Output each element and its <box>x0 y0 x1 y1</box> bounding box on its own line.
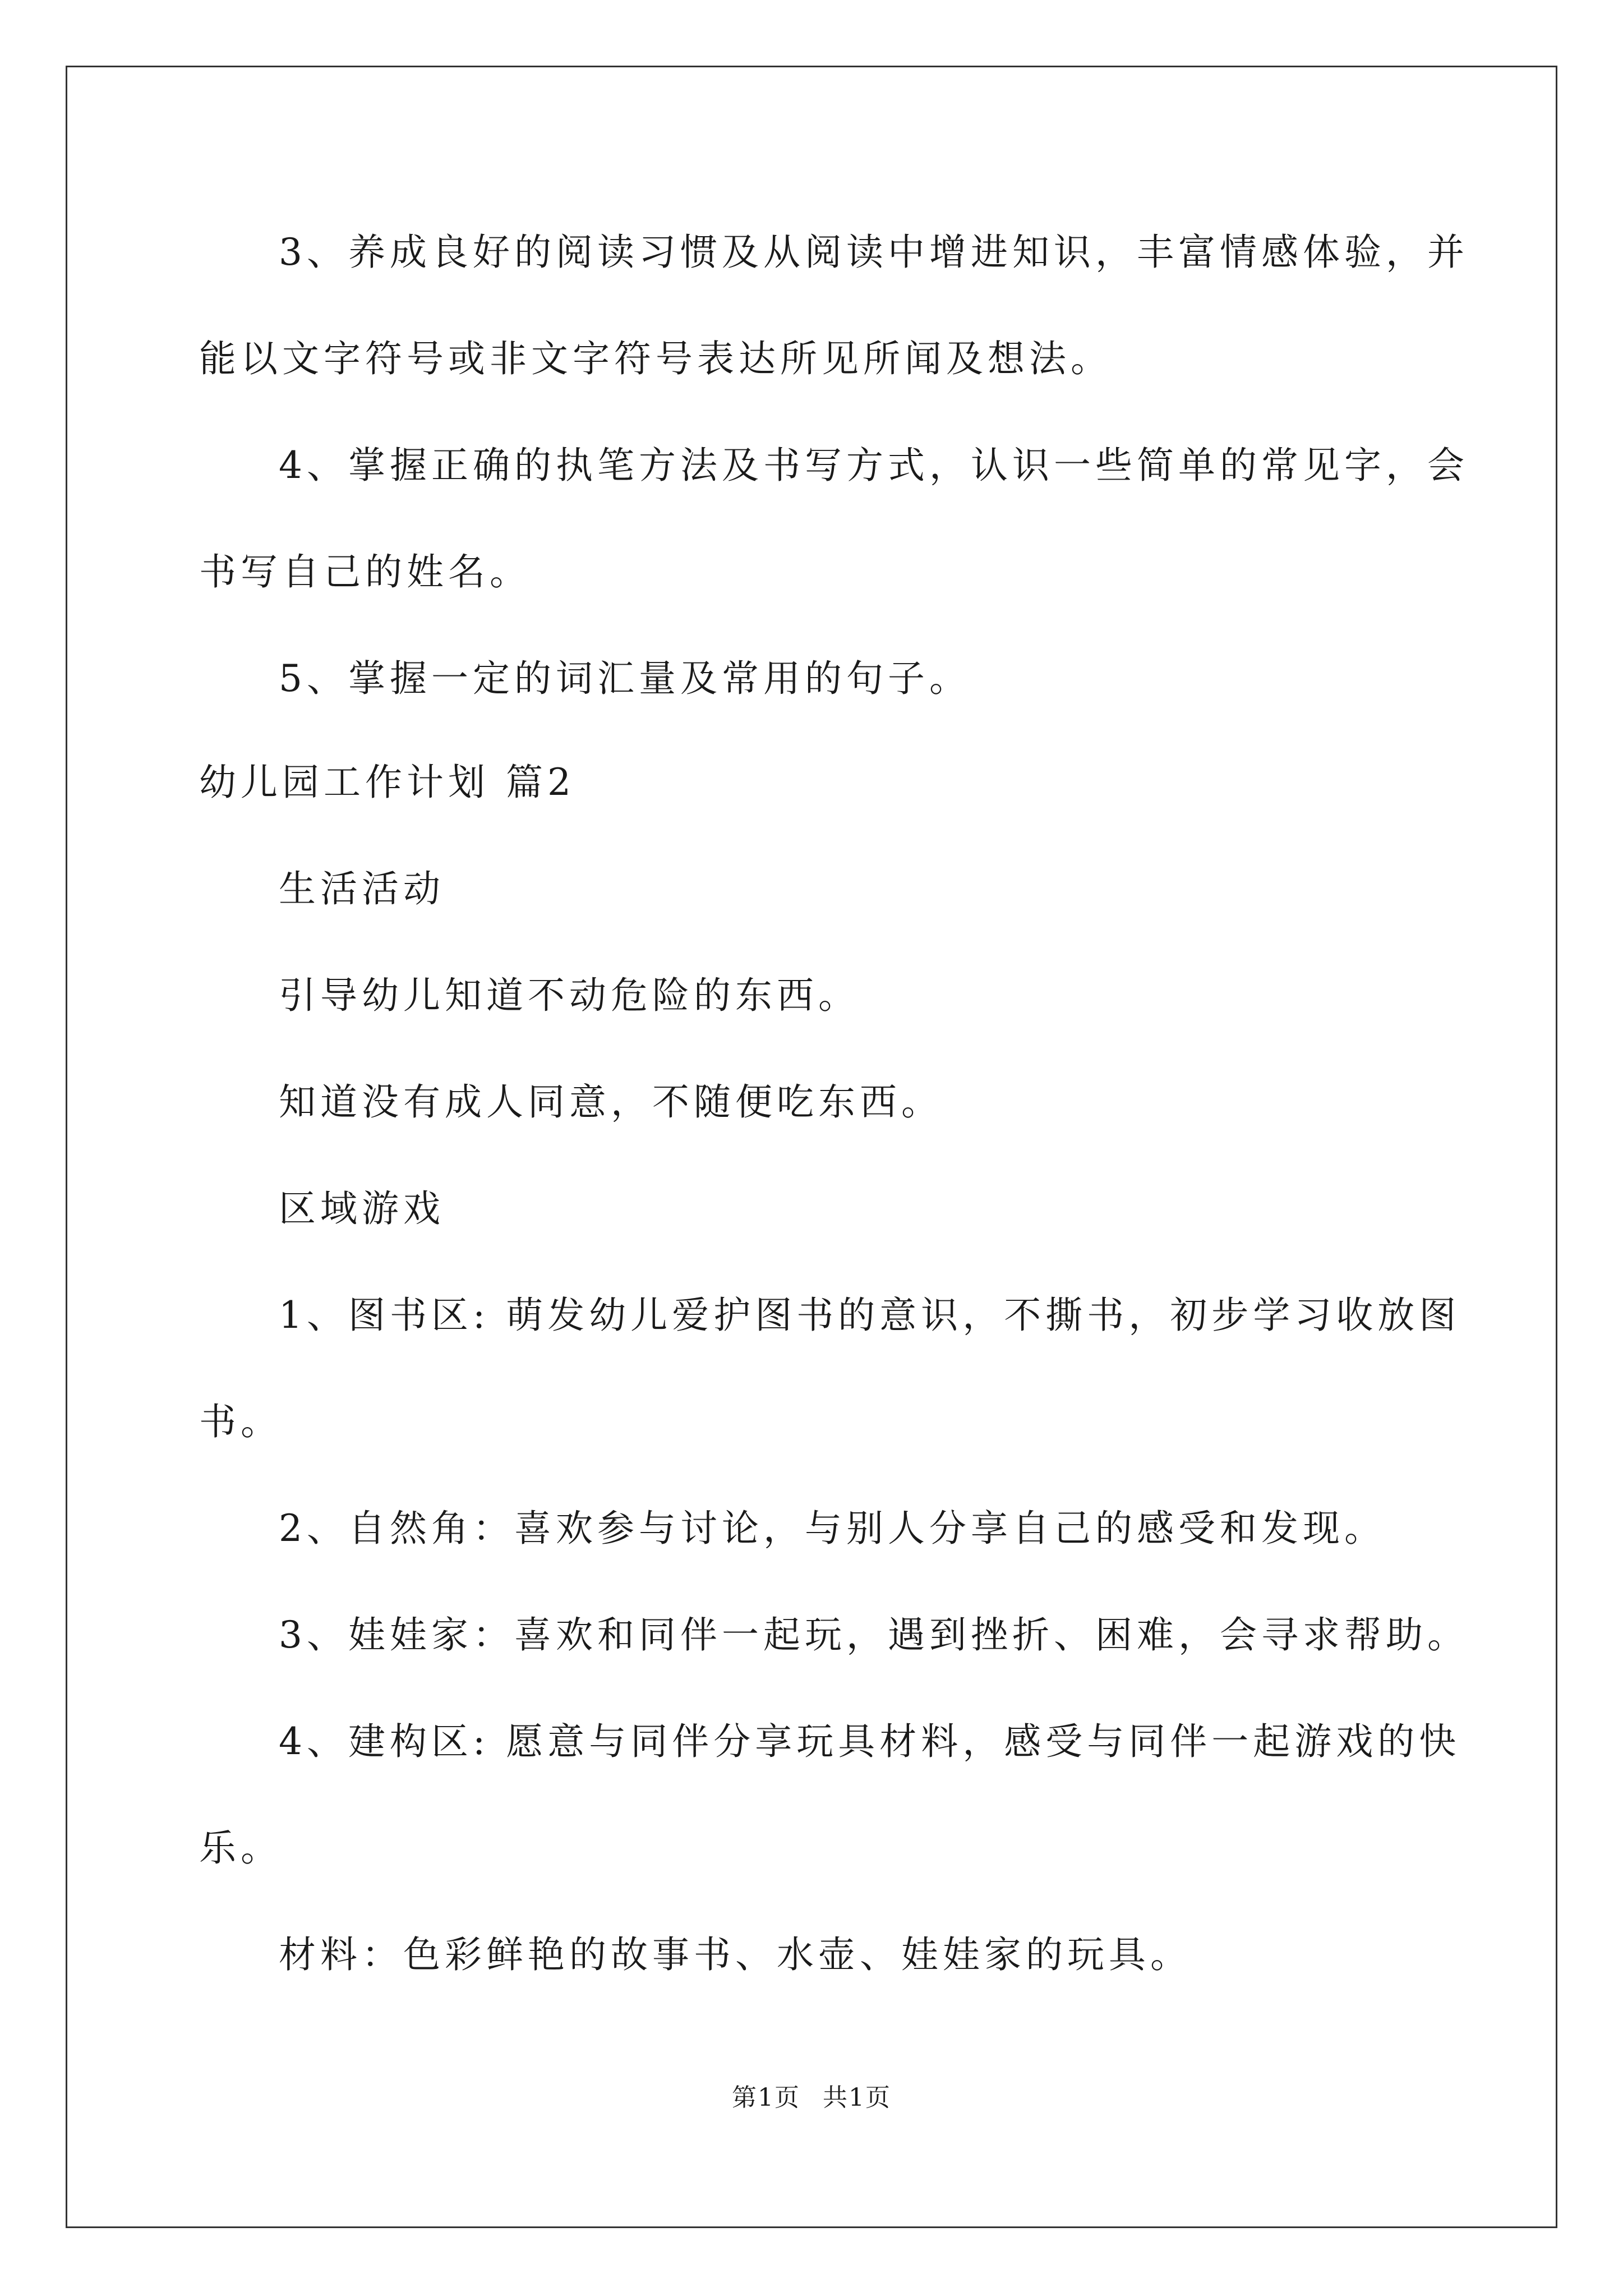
page-footer <box>0 2081 1623 2115</box>
area-item-1-line-1: 1、图书区: 萌发幼儿爱护图书的意识，不撕书，初步学习收放图 <box>279 1294 1461 1337</box>
paragraph-4-line-2: 书写自己的姓名。 <box>199 550 531 593</box>
page-number: 第1页 <box>732 2083 800 2112</box>
paragraph-3-line-1: 3、养成良好的阅读习惯及从阅读中增进知识，丰富情感体验，并 <box>279 231 1469 274</box>
materials-line: 材料：色彩鲜艳的故事书、水壶、娃娃家的玩具。 <box>279 1933 1192 1976</box>
paragraph-5: 5、掌握一定的词汇量及常用的句子。 <box>279 657 971 700</box>
paragraph-life-1: 引导幼儿知道不动危险的东西。 <box>279 974 860 1017</box>
paragraph-3-line-2: 能以文字符号或非文字符号表达所见所闻及想法。 <box>199 337 1112 380</box>
section-heading: 幼儿园工作计划 篇2 <box>199 761 575 804</box>
area-item-2: 2、自然角：喜欢参与讨论，与别人分享自己的感受和发现。 <box>279 1507 1386 1550</box>
page-border <box>66 66 1557 2228</box>
subheading-area-games: 区域游戏 <box>279 1187 445 1230</box>
subheading-life-activities: 生活活动 <box>279 867 445 910</box>
area-item-4-line-1: 4、建构区: 愿意与同伴分享玩具材料，感受与同伴一起游戏的快 <box>279 1720 1461 1763</box>
paragraph-life-2: 知道没有成人同意，不随便吃东西。 <box>279 1080 943 1124</box>
page-total: 共1页 <box>823 2083 891 2112</box>
area-item-1-line-2: 书。 <box>199 1400 282 1443</box>
paragraph-4-line-1: 4、掌握正确的执笔方法及书写方式，认识一些简单的常见字，会 <box>279 444 1469 487</box>
area-item-4-line-2: 乐。 <box>199 1826 282 1870</box>
area-item-3: 3、娃娃家：喜欢和同伴一起玩，遇到挫折、困难，会寻求帮助。 <box>279 1613 1469 1657</box>
